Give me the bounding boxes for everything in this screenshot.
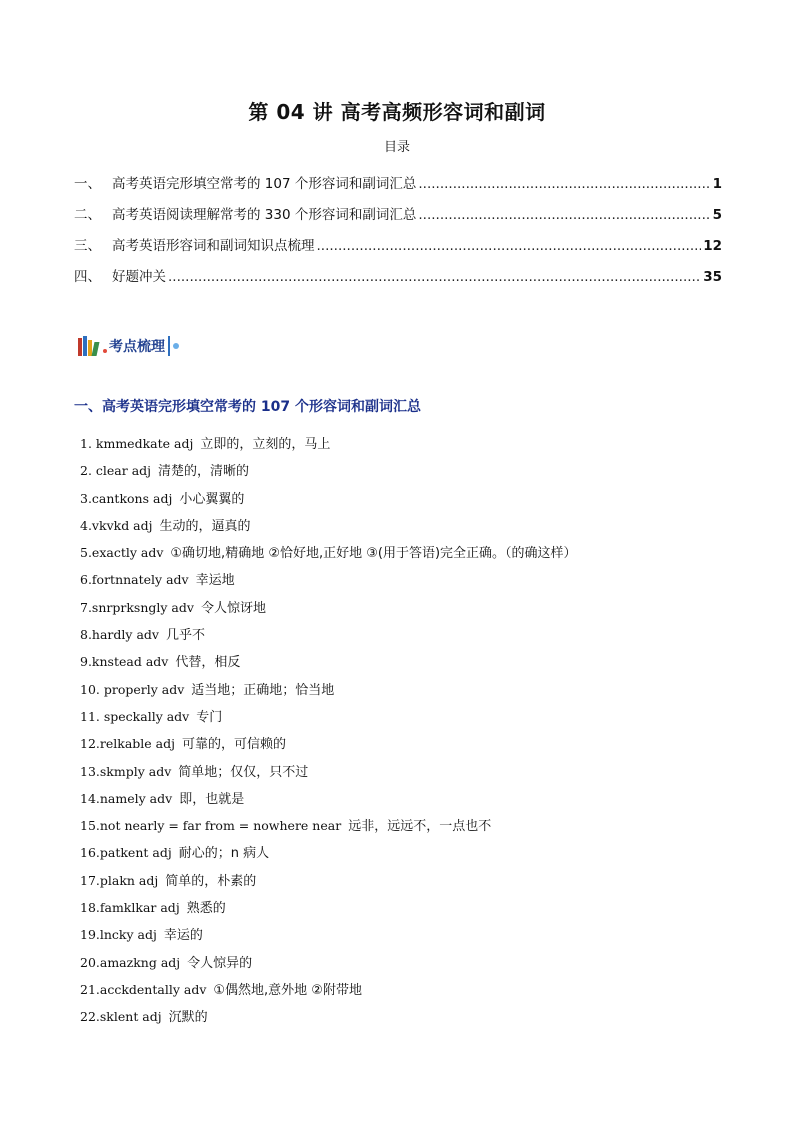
list-item — [80, 598, 740, 625]
section-heading: 一、高考英语完形填空常考的 107 个形容词和副词汇总 — [74, 399, 421, 415]
list-item — [80, 953, 740, 980]
word-meaning: 耐心的；n 病人 — [178, 846, 270, 862]
word-meaning: 幸运地 — [195, 573, 235, 589]
word-entry: 4.vkvkd adj — [80, 517, 153, 533]
word-meaning: 熟悉的 — [186, 901, 226, 917]
list-item — [80, 707, 740, 734]
word-entry: 17.plakn adj — [80, 872, 159, 888]
toc-entry-number: 二、 — [74, 207, 101, 223]
toc-entry-page: 1 — [712, 176, 722, 192]
list-item — [80, 734, 740, 761]
page-title: 第 04 讲 高考高频形容词和副词 — [248, 100, 546, 124]
word-meaning: 令人惊异的 — [187, 955, 253, 971]
list-item — [80, 789, 740, 816]
word-entry: 18.famklkar adj — [80, 900, 180, 916]
word-meaning: 专门 — [196, 709, 223, 725]
word-entry: 6.fortnnately adv — [80, 572, 189, 588]
toc-leader-dots — [418, 176, 710, 192]
word-meaning: ①确切地,精确地 ②恰好地,正好地 ③(用于答语)完全正确。（的确这样） — [170, 546, 577, 562]
toc-entry-number: 四、 — [74, 269, 101, 285]
word-entry: 15.not nearly = far from = nowhere near — [80, 818, 342, 834]
word-meaning: ①偶然地,意外地 ②附带地 — [213, 982, 362, 998]
toc-entry-page: 5 — [712, 207, 722, 223]
list-item — [80, 898, 740, 925]
word-entry: 14.namely adv — [80, 790, 173, 806]
word-meaning: 简单的，朴素的 — [165, 873, 257, 889]
vocabulary-list — [80, 434, 740, 1035]
toc-entry-title: 好题冲关 — [112, 269, 166, 285]
word-entry: 16.patkent adj — [80, 845, 172, 861]
list-item — [80, 625, 740, 652]
list-item — [80, 843, 740, 870]
list-item — [80, 543, 740, 570]
toc-leader-dots — [418, 207, 710, 223]
word-entry: 9.knstead adv — [80, 654, 169, 670]
word-meaning: 即，也就是 — [179, 791, 245, 807]
toc-leader-dots — [168, 269, 701, 285]
toc-entry[interactable] — [74, 234, 722, 265]
word-meaning: 沉默的 — [168, 1010, 208, 1026]
word-meaning: 立即的，立刻的，马上 — [200, 437, 331, 452]
word-entry: 20.amazkng adj — [80, 954, 181, 970]
table-of-contents — [74, 172, 722, 296]
badge-label: 考点梳理 — [109, 336, 170, 356]
word-meaning: 代替，相反 — [175, 655, 241, 671]
word-meaning: 可靠的，可信赖的 — [181, 737, 286, 753]
word-meaning: 远非，远远不，一点也不 — [348, 819, 492, 835]
toc-entry-number: 一、 — [74, 176, 101, 192]
list-item — [80, 1007, 740, 1034]
list-item — [80, 652, 740, 679]
word-entry: 11. speckally adv — [80, 708, 190, 724]
word-meaning: 适当地；正确地；恰当地 — [191, 682, 335, 698]
toc-entry-title: 高考英语完形填空常考的 107 个形容词和副词汇总 — [112, 176, 417, 192]
toc-leader-dots — [317, 238, 702, 254]
word-entry: 5.exactly adv — [80, 545, 164, 561]
list-item — [80, 762, 740, 789]
word-entry: 19.lncky adj — [80, 927, 157, 943]
word-entry: 3.cantkons adj — [80, 490, 173, 506]
word-entry: 22.sklent adj — [80, 1009, 162, 1025]
books-icon — [78, 336, 100, 356]
list-item — [80, 980, 740, 1007]
word-meaning: 小心翼翼的 — [179, 491, 245, 507]
list-item — [80, 489, 740, 516]
word-entry: 21.acckdentally adv — [80, 981, 207, 997]
word-meaning: 幸运的 — [163, 928, 203, 944]
word-entry: 10. properly adv — [80, 681, 185, 697]
list-item — [80, 461, 740, 488]
toc-entry-title: 高考英语形容词和副词知识点梳理 — [112, 238, 315, 254]
word-meaning: 生动的，逼真的 — [159, 518, 251, 534]
toc-entry-page: 35 — [703, 269, 722, 285]
word-entry: 13.skmply adv — [80, 763, 172, 779]
word-entry: 1. kmmedkate adj — [80, 436, 194, 451]
word-entry: 8.hardly adv — [80, 627, 159, 643]
list-item — [80, 871, 740, 898]
word-entry: 2. clear adj — [80, 463, 152, 479]
list-item — [80, 570, 740, 597]
toc-heading: 目录 — [383, 140, 410, 155]
list-item — [80, 516, 740, 543]
toc-entry[interactable] — [74, 172, 722, 203]
list-item — [80, 925, 740, 952]
list-item — [80, 680, 740, 707]
word-meaning: 令人惊讶地 — [200, 600, 266, 616]
section-badge — [78, 336, 179, 356]
word-entry: 7.snrprksngly adv — [80, 599, 194, 615]
word-meaning: 几乎不 — [165, 628, 205, 644]
word-meaning: 简单地；仅仅，只不过 — [178, 764, 309, 780]
list-item — [80, 434, 740, 461]
circle-dot-icon — [173, 343, 179, 349]
toc-entry-number: 三、 — [74, 238, 101, 254]
toc-entry-title: 高考英语阅读理解常考的 330 个形容词和副词汇总 — [112, 207, 417, 223]
word-entry: 12.relkable adj — [80, 736, 175, 752]
word-meaning: 清楚的，清晰的 — [158, 464, 250, 480]
dot-icon — [103, 349, 107, 353]
toc-entry[interactable] — [74, 265, 722, 296]
toc-entry-page: 12 — [703, 238, 722, 254]
toc-entry[interactable] — [74, 203, 722, 234]
list-item — [80, 816, 740, 843]
